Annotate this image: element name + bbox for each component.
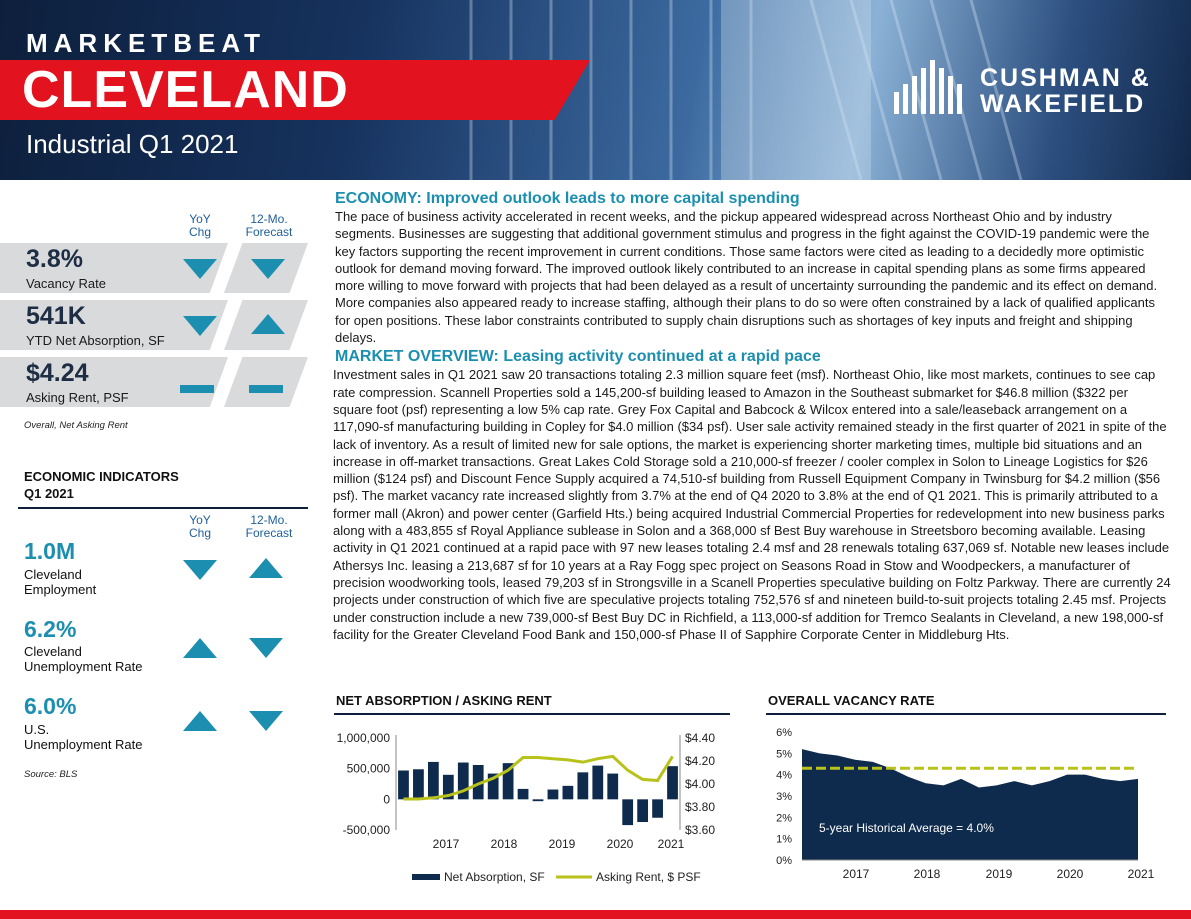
absorption-bar — [667, 766, 678, 799]
down-arrow-icon — [183, 259, 217, 279]
x-axis-tick: 2021 — [1127, 867, 1155, 881]
econ-value-cle-unemployment: 6.2% — [24, 616, 77, 642]
left-axis-tick: 500,000 — [346, 761, 390, 776]
econ-value-us-unemployment: 6.0% — [24, 693, 77, 719]
up-arrow-icon — [251, 314, 285, 334]
legend-swatch-absorption — [412, 874, 440, 880]
x-axis-tick: 2017 — [432, 837, 460, 851]
absorption-bar — [622, 799, 633, 825]
economy-title: ECONOMY: Improved outlook leads to more capital spending — [335, 190, 800, 207]
flat-dash-icon — [180, 379, 214, 399]
stat-label: YTD Net Absorption, SF — [26, 333, 165, 348]
x-axis-tick: 2020 — [606, 837, 634, 851]
down-arrow-icon — [249, 711, 283, 731]
absorption-bar — [413, 769, 424, 799]
yoy-header-line2: Chg — [188, 225, 211, 239]
stat-asking-rent — [0, 357, 308, 407]
stat-value: 541K — [26, 302, 86, 330]
vacancy-chart-rule — [766, 713, 1166, 715]
x-axis-tick: 2020 — [1056, 867, 1084, 881]
y-axis-tick: 6% — [776, 727, 792, 739]
logo-text-line1: CUSHMAN & — [980, 64, 1151, 92]
kicker-title: MARKETBEAT — [26, 28, 267, 58]
absorption-bar — [577, 772, 588, 799]
y-axis-tick: 4% — [776, 769, 792, 782]
up-arrow-icon — [183, 711, 217, 731]
econ-label-line2: Unemployment Rate — [24, 737, 143, 752]
left-axis-tick: -500,000 — [342, 823, 390, 837]
y-axis-tick: 5% — [776, 748, 792, 761]
down-arrow-icon — [251, 259, 285, 279]
econ-label-cle-unemployment — [24, 644, 143, 674]
econ-title — [24, 468, 179, 502]
stat-value: $4.24 — [26, 359, 89, 387]
report-subtitle: Industrial Q1 2021 — [26, 129, 239, 159]
left-axis-tick: 0 — [383, 792, 390, 807]
econ-yoy-header — [180, 514, 220, 540]
right-axis-tick: $3.80 — [685, 800, 716, 814]
absorption-bar — [637, 799, 648, 822]
vacancy-chart — [766, 720, 1166, 885]
econ-forecast-line2: Forecast — [245, 526, 293, 540]
right-axis-tick: $3.60 — [685, 823, 716, 837]
econ-forecast-line1: 12-Mo. — [250, 513, 288, 527]
y-axis-tick: 2% — [776, 812, 792, 825]
y-axis-tick: 0% — [776, 855, 792, 867]
absorption-bar — [428, 762, 439, 799]
absorption-bar — [652, 799, 663, 817]
econ-yoy-line1: YoY — [189, 513, 211, 527]
left-axis-tick: 1,000,000 — [336, 731, 390, 745]
forecast-header-line1: 12-Mo. — [250, 212, 288, 226]
stat-note: Overall, Net Asking Rent — [24, 420, 128, 431]
stat-label: Asking Rent, PSF — [26, 390, 129, 405]
main-text — [335, 190, 1171, 643]
flat-dash-icon — [249, 379, 283, 399]
x-axis-tick: 2019 — [548, 837, 576, 851]
econ-value-employment: 1.0M — [24, 538, 76, 564]
econ-label-employment — [24, 567, 96, 597]
down-arrow-icon — [249, 638, 283, 658]
legend-label-rent: Asking Rent, $ PSF — [596, 870, 701, 884]
forecast-header-line2: Forecast — [245, 225, 293, 239]
market-title: MARKET OVERVIEW: Leasing activity continued at a rapid pace — [335, 348, 821, 366]
up-arrow-icon — [249, 558, 283, 578]
econ-forecast-header — [238, 514, 300, 540]
x-axis-tick: 2017 — [842, 867, 870, 881]
absorption-bar — [548, 790, 559, 800]
down-arrow-icon — [183, 560, 217, 580]
brand-logo — [892, 58, 1162, 118]
forecast-header — [238, 213, 300, 239]
econ-yoy-line2: Chg — [188, 526, 211, 540]
absorption-chart-title: NET ABSORPTION / ASKING RENT — [336, 693, 552, 708]
absorption-bar — [398, 771, 409, 800]
vacancy-area — [802, 749, 1138, 860]
econ-label-line2: Unemployment Rate — [24, 659, 143, 674]
left-column — [0, 180, 318, 910]
x-axis-tick: 2021 — [657, 837, 685, 851]
report-header — [0, 0, 1191, 180]
econ-label-line1: Cleveland — [24, 567, 82, 582]
logo-text-line2: WAKEFIELD — [980, 90, 1146, 118]
econ-source: Source: BLS — [24, 769, 78, 780]
logo-bars-icon — [892, 58, 970, 116]
down-arrow-icon — [183, 316, 217, 336]
x-axis-tick: 2019 — [985, 867, 1013, 881]
historical-average-annotation: 5-year Historical Average = 4.0% — [819, 821, 994, 835]
yoy-header-line1: YoY — [189, 212, 211, 226]
economy-body: The pace of business activity accelerated in recent weeks, and the pickup appeared widespread across Northeast Ohio and by industry segments. Businesses are suggesting that additional government stimulus and progress in the fight against the COVID-19 pandemic were the key factors supporting the recent improvement in current conditions. Those same factors were cited as leading to a decidedly more optimistic outlook for demand moving forward. The improved outlook likely contributed to an increase in capital spending plans as some firms appeared more willing to move forward with projects that had been delayed as a result of uncertainty surrounding the pandemic and its effect on demand. More companies also appeared ready to increase staffing, although their plans to do so were often constrained by a lack of qualified applicants for open positions. These labor constraints contributed to supply chain disruptions such as shortages of key inputs and freight and shipping delays. — [335, 209, 1158, 346]
absorption-bar — [533, 799, 544, 801]
econ-title-line1: ECONOMIC INDICATORS — [24, 469, 179, 484]
legend-label-absorption: Net Absorption, SF — [444, 870, 545, 884]
right-axis-tick: $4.40 — [685, 731, 716, 745]
stat-vacancy-rate — [0, 243, 308, 293]
econ-label-line1: Cleveland — [24, 644, 82, 659]
absorption-bar — [592, 766, 603, 800]
right-axis-tick: $4.00 — [685, 777, 716, 791]
x-axis-tick: 2018 — [490, 837, 518, 851]
absorption-chart — [334, 720, 734, 890]
footer-bar — [0, 910, 1191, 919]
econ-title-line2: Q1 2021 — [24, 486, 74, 501]
absorption-chart-rule — [334, 713, 730, 715]
absorption-bar — [607, 774, 618, 800]
yoy-header — [180, 213, 220, 239]
stat-net-absorption — [0, 300, 308, 350]
stat-value: 3.8% — [26, 245, 83, 273]
absorption-bar — [518, 789, 529, 799]
econ-label-line2: Employment — [24, 582, 97, 597]
absorption-bar — [563, 786, 574, 799]
absorption-bar — [458, 763, 469, 800]
x-axis-tick: 2018 — [913, 867, 941, 881]
y-axis-tick: 1% — [776, 833, 792, 846]
right-axis-tick: $4.20 — [685, 754, 716, 768]
stat-label: Vacancy Rate — [26, 276, 106, 291]
city-title: CLEVELAND — [22, 61, 349, 119]
vacancy-chart-title: OVERALL VACANCY RATE — [768, 693, 935, 708]
econ-label-us-unemployment — [24, 722, 143, 752]
up-arrow-icon — [183, 638, 217, 658]
econ-label-line1: U.S. — [24, 722, 50, 737]
econ-divider — [18, 507, 308, 509]
market-body: Investment sales in Q1 2021 saw 20 transactions totaling 2.3 million square feet (msf). Northeast Ohio, like most markets, continues to see cap rate compression. Scannell Properties sold a 145,200-sf building leased to Amazon in the Southeast submarket for $46.8 million ($322 per square foot (psf) representing a low 5% cap rate. Grey Fox Capital and Babcock & Wilcox entered into a sale/leaseback arrangement on a 117,090-sf manufacturing building in Copley for $4.0 million ($34 psf). User sale activity remained steady in the first quarter of 2021 in spite of the lack of inventory. As a result of limited new for sale options, the market is experiencing shorter marketing times, multiple bid situations and an increase in off-market transactions. Great Lakes Cold Storage sold a 210,000-sf freezer / cooler complex in Solon to Lineage Logistics for $26 million ($124 psf) and Discount Fence Supply acquired a 74,510-sf building from Russell Equipment Company in Twinsburg for $4.2 million ($56 psf). The market vacancy rate increased slightly from 3.7% at the end of Q4 2020 to 3.8% at the end of Q1 2021. This is primarily attributed to a former mall (Akron) and power center (Garfield Hts.) being acquired Industrial Commercial Properties for redevelopment into new business parks along with a 483,855 sf Royal Appliance sublease in Solon and a 368,000 sf Best Buy warehouse in Streetsboro becoming available. Leasing activity in Q1 2021 continued at a rapid pace with 97 new leases totaling 2.4 msf and 28 renewals totaling 637,069 sf. Notable new leases include Athersys Inc. leasing a 213,687 sf for 10 years at a Ray Fogg spec project on Seasons Road in Stow and Woodpeckers, a manufacturer of precision woodworking tools, leased 79,203 sf in Strongsville in a Scanell Properties speculative building on Foltz Parkway. There are currently 24 projects under construction of which five are speculative projects totaling 752,576 sf and nineteen build-to-suit projects totaling 2.45 msf. Projects under construction include a new 739,000-sf Best Buy DC in Richfield, a 113,000-sf addition for Tremco Sealants in Cleveland, a new 198,000-sf facility for the Greater Cleveland Food Bank and 150,000-sf Phase II of Sapphire Corporate Center in Middleburg Hts. — [333, 367, 1171, 642]
y-axis-tick: 3% — [776, 791, 792, 803]
